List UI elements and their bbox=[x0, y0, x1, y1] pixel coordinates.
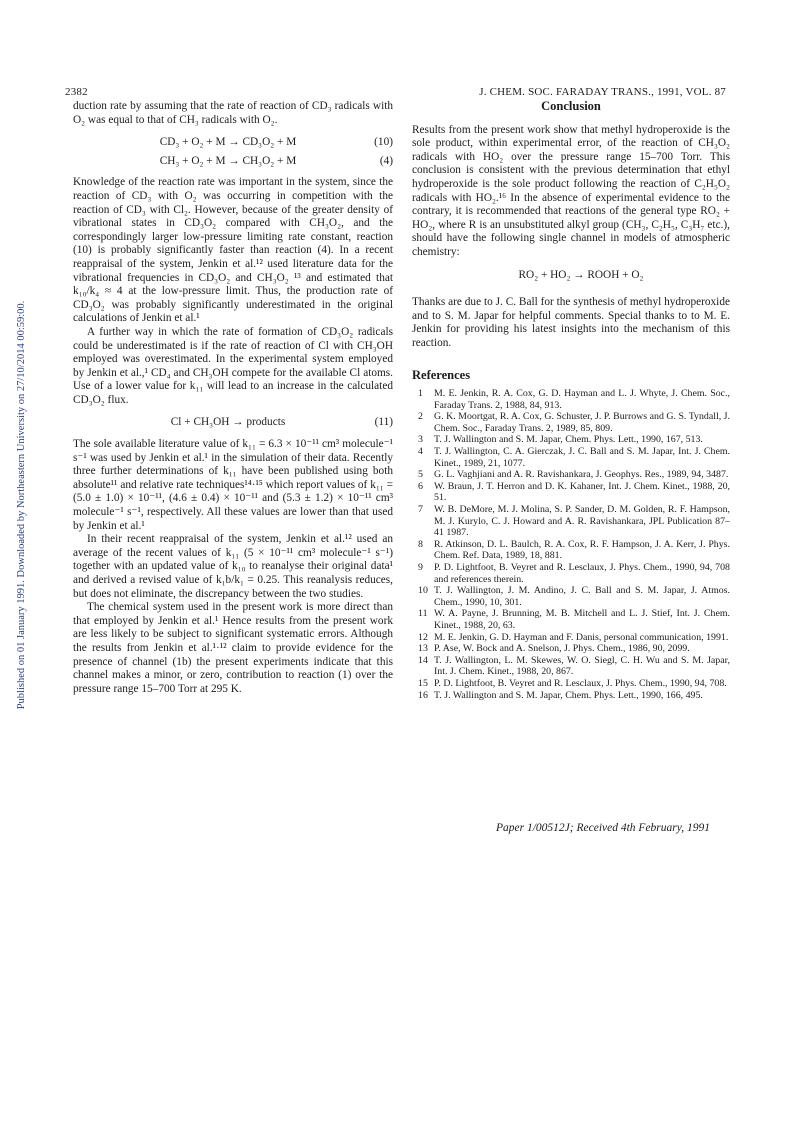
reference-item bbox=[412, 539, 730, 562]
equation-block bbox=[412, 269, 730, 283]
reference-text: G. L. Vaghjiani and A. R. Ravishankara, J. Geophys. Res., 1989, 94, 3487. bbox=[434, 469, 729, 481]
references-heading: References bbox=[412, 367, 471, 382]
equation-formula: RO₂ + HO₂ → ROOH + O₂ bbox=[518, 268, 644, 281]
acknowledgements: Thanks are due to J. C. Ball for the synthesis of methyl hydroperoxide and to S. M. Japar for helpful comments. Special thanks to to M. E. Jenkin for providing his latest insights into the mechanism of this reaction. bbox=[412, 296, 730, 349]
paragraph: Results from the present work show that methyl hydroperoxide is the sole product, within experimental error, of the reaction of CH₃O₂ radicals with HO₂ over the pressure range 15–700 Torr. This conclusion is consistent with the previous determination that ethyl hydroperoxide is the sole product following the reaction of C₂H₅O₂ radicals with HO₂.¹⁶ In the absence of experimental evidence to the contrary, it is recommended that reactions of the general type RO₂ + HO₂, where R is an unsubstituted alkyl group (CH₃, C₂H₅, C₃H₇ etc.), should have the following single channel in models of atmospheric chemistry: bbox=[412, 123, 730, 258]
reference-number: 11 bbox=[418, 608, 428, 620]
references-list bbox=[412, 388, 730, 701]
reference-item bbox=[412, 690, 730, 702]
page-number: 2382 bbox=[65, 86, 88, 98]
reference-text: P. D. Lightfoot, B. Veyret and R. Lesclaux, J. Phys. Chem., 1990, 94, 708. bbox=[434, 677, 727, 689]
reference-number: 6 bbox=[418, 480, 423, 492]
equation-block bbox=[73, 416, 393, 430]
reference-item bbox=[412, 388, 730, 411]
reference-number: 8 bbox=[418, 538, 423, 550]
journal-header: J. CHEM. SOC. FARADAY TRANS., 1991, VOL. 87 bbox=[479, 86, 726, 98]
paragraph: In their recent reappraisal of the system, Jenkin et al.¹² used an average of the recent values of k₁₁ (5 × 10⁻¹¹ cm³ molecule⁻¹ s⁻¹) together with an updated value of k₁₀ to reanalyse their original data¹ and derived a revised value of k₁b/k₁ = 0.25. This reanalysis reduces, but does not eliminate, the discrepancy between the two studies. bbox=[73, 533, 393, 600]
reference-number: 7 bbox=[418, 504, 423, 516]
equation-4 bbox=[73, 155, 393, 169]
reference-number: 5 bbox=[418, 469, 423, 481]
reference-text: G. K. Moortgat, R. A. Cox, G. Schuster, J. P. Burrows and G. S. Tyndall, J. Chem. Soc., Faraday Trans. 2, 1989, 85, 809. bbox=[434, 411, 730, 434]
reference-text: P. D. Lightfoot, B. Veyret and R. Lesclaux, J. Phys. Chem., 1990, 94, 708 and references therein. bbox=[434, 562, 730, 585]
reference-item bbox=[412, 504, 730, 539]
reference-item bbox=[412, 655, 730, 678]
reference-text: T. J. Wallington, J. M. Andino, J. C. Ball and S. M. Japar, J. Atmos. Chem., 1990, 10, 301. bbox=[434, 585, 730, 608]
reference-number: 4 bbox=[418, 446, 423, 458]
reference-number: 2 bbox=[418, 411, 423, 423]
paragraph: Knowledge of the reaction rate was important in the system, since the reaction of CD₃ with O₂ was occurring in competition with the reaction of CD₃ with Cl₂. However, because of the greater density of vibrational states in CD₃O₂ compared with CH₃O₂, and the correspondingly larger low-pressure limiting rate constant, reaction (10) is probably significantly faster than reaction (4). In a recent reappraisal of the system, Jenkin et al.¹² used literature data for the vibrational frequencies in CD₃O₂ and CH₃O₂ ¹³ and estimated that k₁₀/k₄ ≈ 4 at the low-pressure limit. Thus, the production rate of CD₃O₂ was probably significantly underestimated in the original calculations of Jenkin et al.¹ bbox=[73, 176, 393, 325]
reference-text: T. J. Wallington and S. M. Japar, Chem. Phys. Lett., 1990, 167, 513. bbox=[434, 434, 703, 446]
paper-received-note: Paper 1/00512J; Received 4th February, 1991 bbox=[496, 822, 710, 834]
reference-number: 12 bbox=[418, 631, 428, 643]
reference-item bbox=[412, 446, 730, 469]
paragraph: The chemical system used in the present work is more direct than that employed by Jenkin et al.¹ Hence results from the present work are less likely to be subject to significant systematic errors. Although the results from Jenkin et al.¹·¹² claim to provide evidence for the presence of channel (1b) the present experiments indicate that this channel makes a minor, or zero, contribution to reaction (1) over the pressure range 15–700 Torr at 295 K. bbox=[73, 601, 393, 695]
reference-item bbox=[412, 678, 730, 690]
reference-item bbox=[412, 643, 730, 655]
reference-text: M. E. Jenkin, R. A. Cox, G. D. Hayman and L. J. Whyte, J. Chem. Soc., Faraday Trans. 2, 1988, 84, 913. bbox=[434, 388, 730, 411]
reference-text: M. E. Jenkin, G. D. Hayman and F. Danis, personal communication, 1991. bbox=[434, 631, 729, 643]
equation-block bbox=[73, 136, 393, 168]
conclusion-heading: Conclusion bbox=[541, 99, 601, 113]
reference-item bbox=[412, 608, 730, 631]
reference-number: 14 bbox=[418, 654, 428, 666]
reference-number: 1 bbox=[418, 388, 423, 400]
reference-item bbox=[412, 632, 730, 644]
paragraph: A further way in which the rate of formation of CD₃O₂ radicals could be underestimated is if the rate of reaction of Cl with CH₃OH employed was overestimated. In the experimental system employed by Jenkin et al.,¹ CD₄ and CH₃OH compete for the available Cl atoms. Use of a lower value for k₁₁ will lead to an increase in the calculated CD₃O₂ flux. bbox=[73, 325, 393, 406]
reference-text: T. J. Wallington, L. M. Skewes, W. O. Siegl, C. H. Wu and S. M. Japar, Int. J. Chem. Kinet., 1988, 20, 867. bbox=[434, 654, 730, 678]
equation-formula: Cl + CH₃OH → products bbox=[170, 416, 286, 429]
reference-text: W. Braun, J. T. Herron and D. K. Kahaner, Int. J. Chem. Kinet., 1988, 20, 51. bbox=[434, 480, 730, 504]
reference-text: P. Ase, W. Bock and A. Snelson, J. Phys. Chem., 1986, 90, 2099. bbox=[434, 643, 690, 655]
reference-number: 3 bbox=[418, 434, 423, 446]
reference-number: 16 bbox=[418, 689, 428, 701]
reference-text: R. Atkinson, D. L. Baulch, R. A. Cox, R. F. Hampson, J. A. Kerr, J. Phys. Chem. Ref. Data, 1989, 18, 881. bbox=[434, 538, 730, 562]
reference-item bbox=[412, 434, 730, 446]
reference-text: T. J. Wallington and S. M. Japar, Chem. Phys. Lett., 1990, 166, 495. bbox=[434, 689, 703, 701]
reference-item bbox=[412, 411, 730, 434]
reference-item bbox=[412, 562, 730, 585]
reference-number: 13 bbox=[418, 643, 428, 655]
right-column bbox=[412, 100, 730, 701]
reference-item bbox=[412, 469, 730, 481]
equation-formula: CD₃ + O₂ + M → CD₃O₂ + M bbox=[159, 136, 297, 149]
equation-general bbox=[412, 269, 730, 283]
equation-number: (11) bbox=[374, 416, 393, 429]
reference-item bbox=[412, 585, 730, 608]
equation-11 bbox=[73, 416, 393, 430]
equation-formula: CH₃ + O₂ + M → CH₃O₂ + M bbox=[159, 154, 297, 167]
download-watermark: Published on 01 January 1991. Downloaded by Northeastern University on 27/10/2014 00:59:00. bbox=[16, 300, 27, 710]
reference-text: T. J. Wallington, C. A. Gierczak, J. C. Ball and S. M. Japar, Int. J. Chem. Kinet., 1989, 21, 1077. bbox=[434, 446, 730, 469]
reference-text: W. B. DeMore, M. J. Molina, S. P. Sander, D. M. Golden, R. F. Hampson, M. J. Kurylo, C. J. Howard and A. R. Ravishankara, JPL Publication 87–41 1987. bbox=[434, 504, 730, 539]
reference-number: 10 bbox=[418, 585, 428, 597]
equation-number: (4) bbox=[379, 154, 393, 167]
reference-item bbox=[412, 481, 730, 504]
reference-text: W. A. Payne, J. Brunning, M. B. Mitchell and L. J. Stief, Int. J. Chem. Kinet., 1988, 20, 63. bbox=[434, 608, 730, 631]
equation-number: (10) bbox=[374, 136, 393, 149]
equation-10 bbox=[73, 136, 393, 150]
left-column bbox=[73, 100, 393, 696]
paragraph: duction rate by assuming that the rate of reaction of CD₃ radicals with O₂ was equal to that of CH₃ radicals with O₂. bbox=[73, 100, 393, 126]
reference-number: 9 bbox=[418, 562, 423, 573]
reference-number: 15 bbox=[418, 677, 428, 689]
paragraph: The sole available literature value of k₁₁ = 6.3 × 10⁻¹¹ cm³ molecule⁻¹ s⁻¹ was used by Jenkin et al.¹ in the simulation of their data. Recently three further determinations of k₁₁ have been published using both absolute¹¹ and relative rate techniques¹⁴·¹⁵ which report values of k₁₁ = (5.0 ± 1.0) × 10⁻¹¹, (4.6 ± 0.4) × 10⁻¹¹ and (5.3 ± 1.2) × 10⁻¹¹ cm³ molecule⁻¹ s⁻¹, respectively. All these values are lower than that used by Jenkin et al.¹ bbox=[73, 438, 393, 532]
